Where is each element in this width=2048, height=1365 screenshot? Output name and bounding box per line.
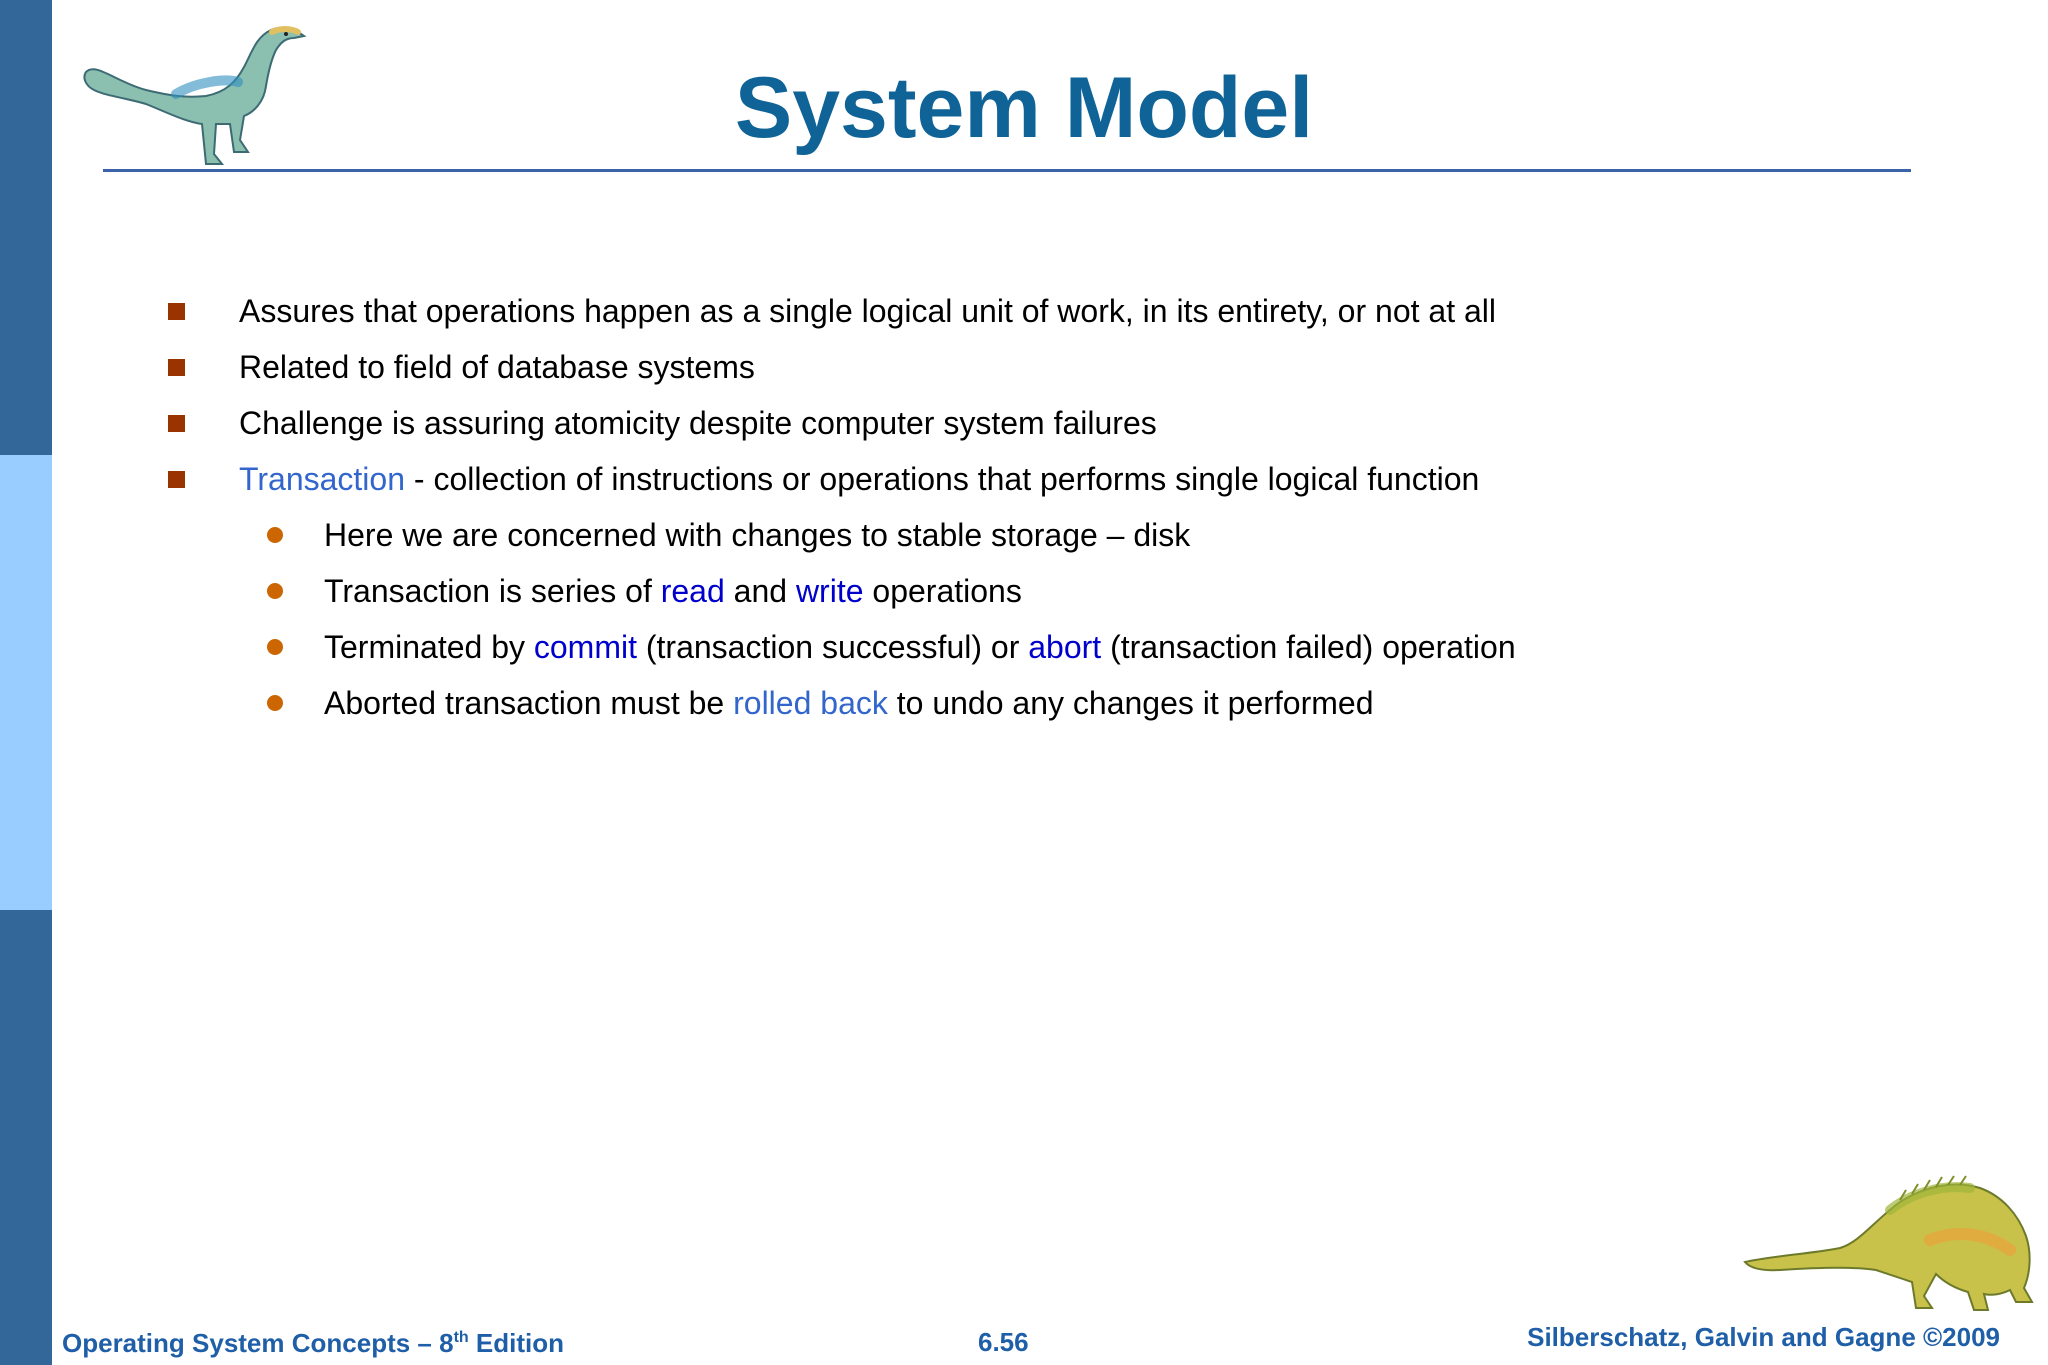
subbullet-item: Here we are concerned with changes to stable storage – disk xyxy=(324,517,1191,553)
title-underline xyxy=(103,169,1911,172)
footer-book-sup: th xyxy=(453,1329,469,1346)
dinosaur-bottom-icon xyxy=(1740,1170,2040,1320)
slide-title: System Model xyxy=(734,60,1314,156)
subbullet-text: to undo any changes it performed xyxy=(887,685,1374,721)
keyword-commit: commit xyxy=(533,629,637,665)
keyword-read: read xyxy=(660,573,725,609)
subbullet-text: (transaction failed) operation xyxy=(1101,629,1516,665)
subbullet-item xyxy=(324,683,1374,723)
footer-page-number: 6.56 xyxy=(978,1327,1029,1357)
sidebar-segment-bottom xyxy=(0,910,52,1365)
subbullet-text: (transaction successful) or xyxy=(636,629,1029,665)
square-bullet-icon xyxy=(168,359,185,376)
subbullet-item xyxy=(324,627,1516,667)
subbullet-text: Aborted transaction must be xyxy=(324,685,734,721)
subbullet-text: Terminated by xyxy=(324,629,534,665)
dot-bullet-icon xyxy=(267,583,283,599)
transaction-term: Transaction xyxy=(239,461,405,497)
bullet-item: Assures that operations happen as a single logical unit of work, in its entirety, or not at all xyxy=(239,293,1496,329)
footer-authors: Silberschatz, Galvin and Gagne ©2009 xyxy=(1527,1322,2000,1352)
square-bullet-icon xyxy=(168,415,185,432)
sidebar-segment-middle xyxy=(0,455,52,910)
subbullet-text: Transaction is series of xyxy=(324,573,661,609)
footer-book-title xyxy=(62,1328,564,1359)
dot-bullet-icon xyxy=(267,695,283,711)
bullet-item: Related to field of database systems xyxy=(239,349,755,385)
rolled-back-term: rolled back xyxy=(733,685,888,721)
bullet-item xyxy=(239,459,1479,499)
keyword-abort: abort xyxy=(1028,629,1102,665)
bullet-text: - collection of instructions or operations that performs single logical function xyxy=(405,461,1480,497)
square-bullet-icon xyxy=(168,471,185,488)
subbullet-text: and xyxy=(724,573,796,609)
subbullet-text: operations xyxy=(863,573,1022,609)
dot-bullet-icon xyxy=(267,639,283,655)
footer-book-text: Operating System Concepts – 8 xyxy=(62,1328,454,1358)
bullet-item: Challenge is assuring atomicity despite computer system failures xyxy=(239,405,1157,441)
square-bullet-icon xyxy=(168,303,185,320)
subbullet-item xyxy=(324,571,1022,611)
footer-book-edition: Edition xyxy=(468,1328,564,1358)
sidebar-bar xyxy=(0,0,52,1365)
keyword-write: write xyxy=(795,573,864,609)
dot-bullet-icon xyxy=(267,527,283,543)
